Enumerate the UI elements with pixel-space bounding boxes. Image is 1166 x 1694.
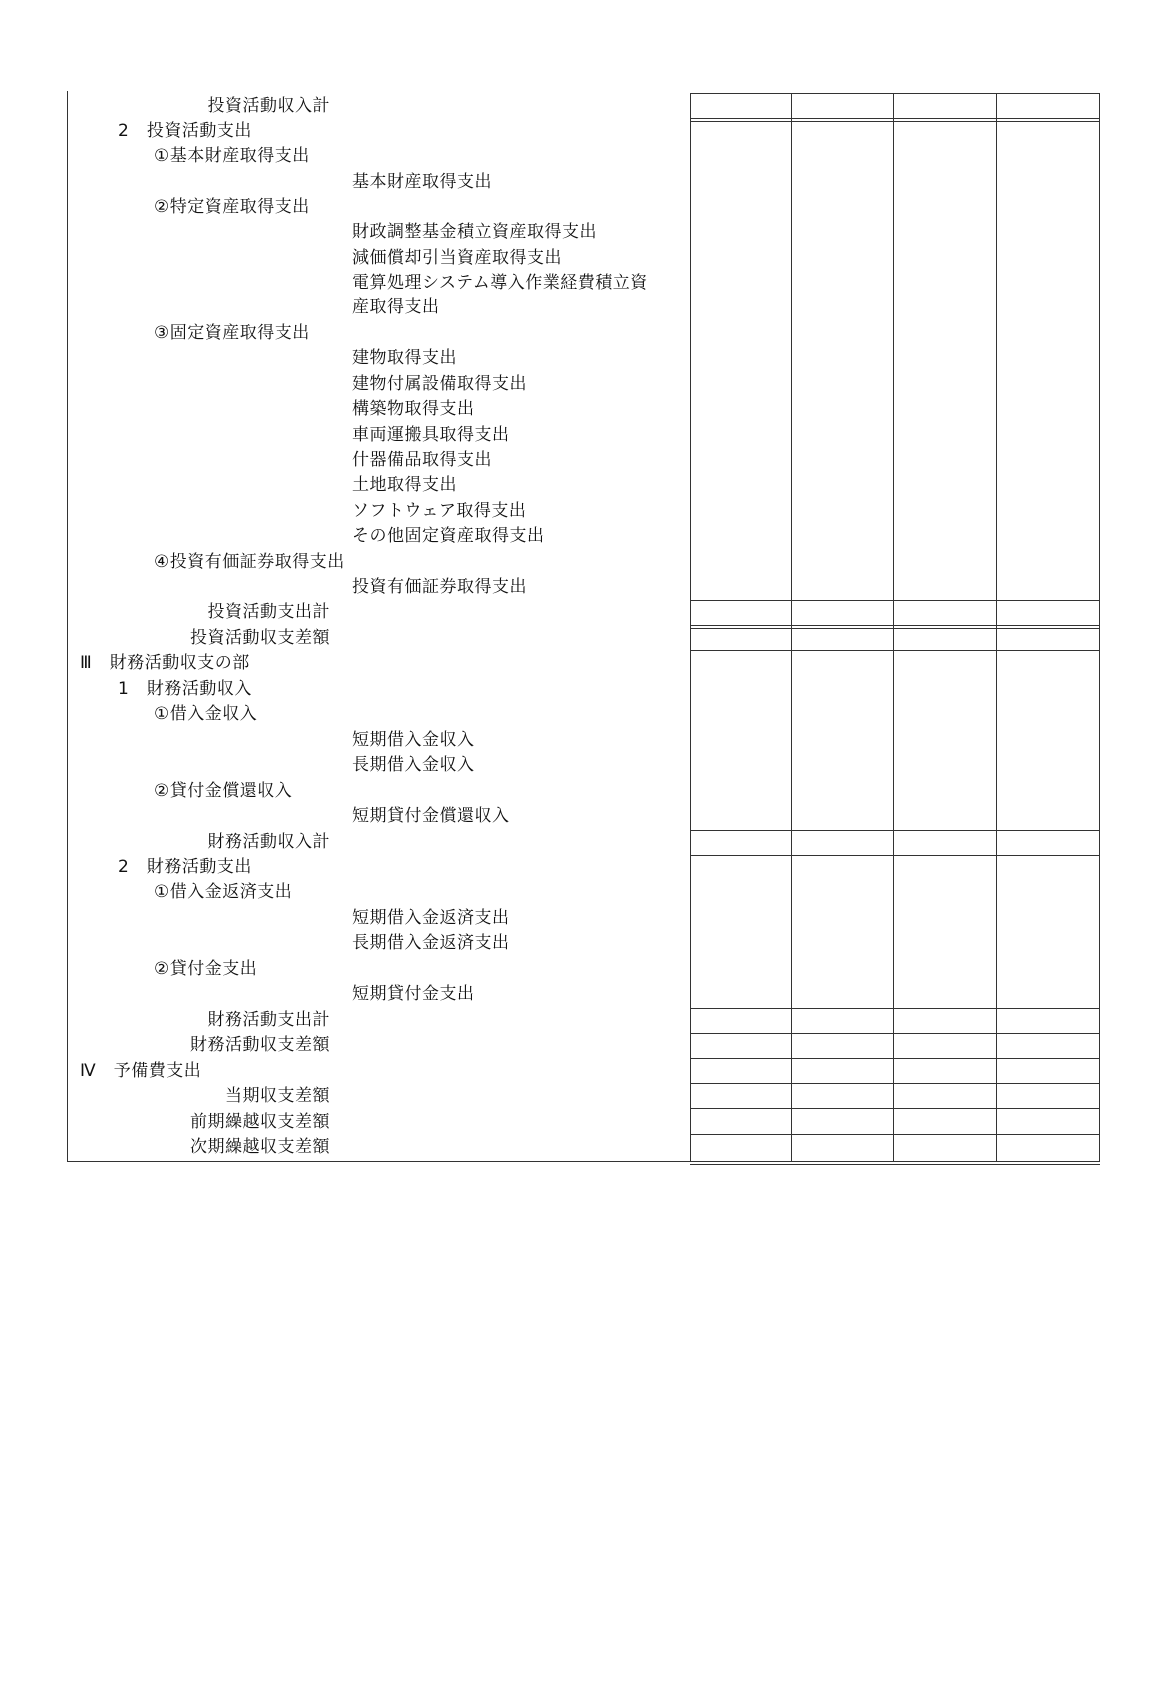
- row-label: 構築物取得支出: [352, 399, 475, 419]
- row-label: ②貸付金償還収入: [154, 781, 293, 801]
- row-label: 減価償却引当資産取得支出: [352, 248, 562, 268]
- row-label: 建物付属設備取得支出: [352, 374, 527, 394]
- row-label: ②貸付金支出: [154, 959, 258, 979]
- row-label: 短期貸付金償還収入: [352, 806, 510, 826]
- row-label: Ⅲ 財務活動収支の部: [80, 653, 250, 673]
- row-label: 電算処理システム導入作業経費積立資: [352, 273, 648, 293]
- row-rule: [690, 600, 1100, 601]
- row-rule: [690, 855, 1100, 856]
- row-rule: [690, 1008, 1100, 1009]
- row-label: 短期借入金収入: [352, 730, 475, 750]
- row-label: 長期借入金返済支出: [352, 933, 510, 953]
- row-label: 車両運搬具取得支出: [352, 425, 510, 445]
- row-label: 2 財務活動支出: [118, 857, 252, 877]
- bottom-border-double: [690, 1164, 1100, 1165]
- left-border: [67, 91, 68, 1162]
- row-label: 1 財務活動収入: [118, 679, 252, 699]
- row-rule: [690, 1083, 1100, 1084]
- row-label: 土地取得支出: [352, 475, 457, 495]
- row-label: ③固定資産取得支出: [154, 323, 310, 343]
- row-label: ①基本財産取得支出: [154, 146, 310, 166]
- row-label: ④投資有価証券取得支出: [154, 552, 345, 572]
- row-label: 2 投資活動支出: [118, 121, 252, 141]
- table-top-border: [690, 93, 1100, 94]
- row-label: Ⅳ 予備費支出: [80, 1061, 202, 1081]
- row-rule: [690, 628, 1100, 629]
- row-label: 産取得支出: [352, 297, 440, 317]
- row-label: 財政調整基金積立資産取得支出: [352, 222, 597, 242]
- bottom-border: [67, 1161, 1100, 1162]
- row-rule: [690, 1108, 1100, 1109]
- row-label: 前期繰越収支差額: [190, 1112, 330, 1132]
- row-rule: [690, 1033, 1100, 1034]
- row-rule: [690, 625, 1100, 626]
- row-rule: [690, 830, 1100, 831]
- row-label: ①借入金返済支出: [154, 882, 293, 902]
- row-rule: [690, 121, 1100, 122]
- row-label: 投資活動支出計: [207, 602, 330, 622]
- row-rule: [690, 1058, 1100, 1059]
- row-label: 長期借入金収入: [352, 755, 475, 775]
- row-label: その他固定資産取得支出: [352, 526, 545, 546]
- row-label: 短期借入金返済支出: [352, 908, 510, 928]
- row-label: 投資有価証券取得支出: [352, 577, 527, 597]
- row-rule: [690, 1134, 1100, 1135]
- row-label: 建物取得支出: [352, 348, 457, 368]
- row-label: 投資活動収入計: [207, 96, 330, 116]
- row-label: ②特定資産取得支出: [154, 197, 310, 217]
- row-label: 基本財産取得支出: [352, 172, 492, 192]
- row-label: ソフトウェア取得支出: [352, 501, 527, 521]
- row-label: 什器備品取得支出: [352, 450, 492, 470]
- row-label: 次期繰越収支差額: [190, 1137, 330, 1157]
- row-label: 当期収支差額: [225, 1086, 330, 1106]
- row-label: 財務活動収入計: [207, 832, 330, 852]
- row-label: 投資活動収支差額: [190, 628, 330, 648]
- row-label: 短期貸付金支出: [352, 984, 475, 1004]
- row-rule: [690, 118, 1100, 119]
- row-rule: [690, 650, 1100, 651]
- row-label: 財務活動支出計: [207, 1010, 330, 1030]
- row-label: 財務活動収支差額: [190, 1035, 330, 1055]
- row-label: ①借入金収入: [154, 704, 258, 724]
